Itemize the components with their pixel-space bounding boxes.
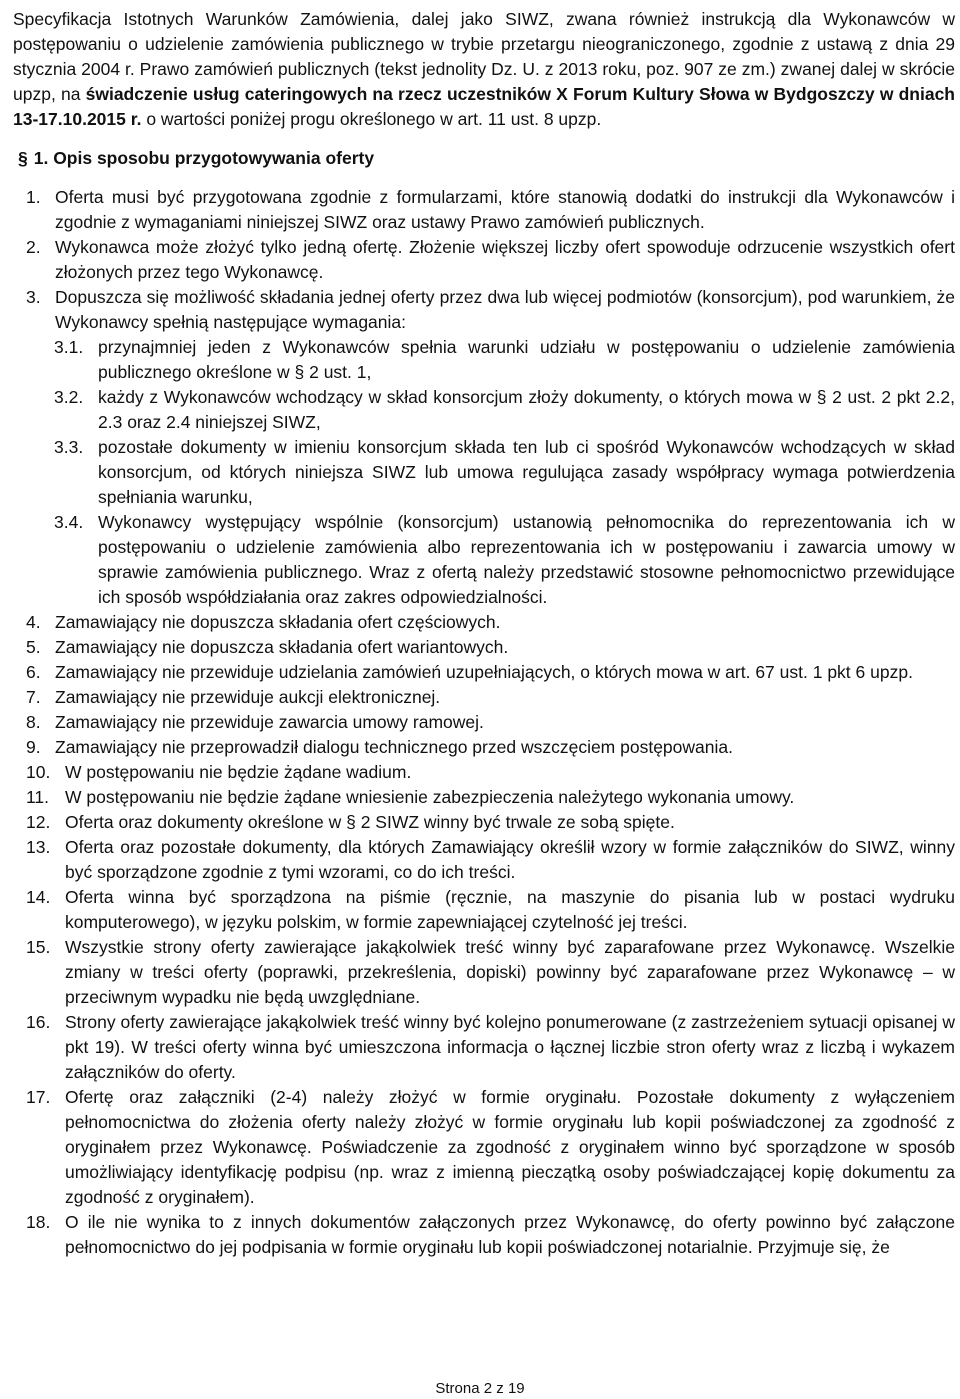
item-number: 6.	[26, 662, 41, 682]
section-symbol: §	[18, 148, 28, 168]
item-text: Oferta winna być sporządzona na piśmie (ręcznie, na maszynie do pisania lub w postaci wydruku komputerowego), w języku polskim, w formie zapewniającej czytelność jej treści.	[65, 887, 955, 932]
section-heading	[18, 146, 955, 171]
list-item	[13, 710, 955, 735]
list-item	[13, 735, 955, 760]
item-text: Zamawiający nie przewiduje aukcji elektronicznej.	[55, 687, 441, 707]
sub-list-item	[13, 385, 955, 435]
intro-subject-bold: świadczenie usług cateringowych na rzecz uczestników X Forum Kultury Słowa w Bydgoszczy w dniach 13-17.10.2015 r.	[13, 84, 955, 129]
item-text: Dopuszcza się możliwość składania jednej oferty przez dwa lub więcej podmiotów (konsorcjum), pod warunkiem, że Wykonawcy spełnią następujące wymagania:	[55, 287, 955, 332]
sub-list-item	[13, 435, 955, 510]
item-text: W postępowaniu nie będzie żądane wniesienie zabezpieczenia należytego wykonania umowy.	[65, 787, 795, 807]
item-text: Wszystkie strony oferty zawierające jakąkolwiek treść winny być zaparafowane przez Wykonawcę. Wszelkie zmiany w treści oferty (poprawki, przekreślenia, dopiski) powinny być zaparafowane przez Wykonawcę – w przeciwnym wypadku nie będą uwzględniane.	[65, 937, 955, 1007]
list-item	[13, 760, 955, 785]
list-item	[13, 235, 955, 285]
item-text: każdy z Wykonawców wchodzący w skład konsorcjum złoży dokumenty, o których mowa w § 2 ust. 2 pkt 2.2, 2.3 oraz 2.4 niniejszej SIWZ,	[98, 387, 955, 432]
list-item	[13, 660, 955, 685]
page-number-current: 2	[483, 1380, 493, 1397]
list-item	[13, 285, 955, 335]
list-item	[13, 885, 955, 935]
list-item	[13, 785, 955, 810]
item-number: 14.	[26, 887, 51, 907]
item-text: W postępowaniu nie będzie żądane wadium.	[65, 762, 412, 782]
items-list	[13, 185, 955, 1260]
list-item	[13, 810, 955, 835]
item-text: przynajmniej jeden z Wykonawców spełnia warunki udziału w postępowaniu o udzielenie zamówienia publicznego określone w § 2 ust. 1,	[98, 337, 955, 382]
section-title: 1. Opis sposobu przygotowywania oferty	[33, 148, 375, 168]
item-number: 5.	[26, 637, 41, 657]
item-text: Wykonawca może złożyć tylko jedną ofertę. Złożenie większej liczby ofert spowoduje odrzucenie wszystkich ofert złożonych przez tego Wykonawcę.	[55, 237, 955, 282]
item-text: pozostałe dokumenty w imieniu konsorcjum składa ten lub ci spośród Wykonawców wchodzących w skład konsorcjum, od których niniejsza SIWZ lub umowa regulująca zasady współpracy wymaga potwierdzenia spełniania warunku,	[98, 437, 955, 507]
list-item	[13, 935, 955, 1010]
list-item	[13, 685, 955, 710]
item-text: Ofertę oraz załączniki (2-4) należy złożyć w formie oryginału. Pozostałe dokumenty z wyłączeniem pełnomocnictwa do złożenia oferty należy złożyć w formie oryginału lub kopii poświadczonej za zgodność z oryginałem przez Wykonawcę. Poświadczenie za zgodność z oryginałem winno być sporządzone w sposób umożliwiający identyfikację podpisu (np. wraz z imienną pieczątką osoby poświadczającej kopię dokumentu za zgodność z oryginałem).	[65, 1087, 955, 1207]
item-text: Oferta musi być przygotowana zgodnie z formularzami, które stanowią dodatki do instrukcji dla Wykonawców i zgodnie z wymaganiami niniejszej SIWZ oraz ustawy Prawo zamówień publicznych.	[55, 187, 955, 232]
list-item	[13, 1210, 955, 1260]
list-item	[13, 185, 955, 235]
intro-paragraph	[13, 7, 955, 132]
page-footer	[0, 1380, 960, 1398]
item-number: 16.	[26, 1012, 51, 1032]
item-number: 9.	[26, 737, 41, 757]
item-text: O ile nie wynika to z innych dokumentów załączonych przez Wykonawcę, do oferty powinno być załączone pełnomocnictwo do jej podpisania w formie oryginału lub kopii poświadczonej notarialnie. Przyjmuje się, że	[65, 1212, 955, 1257]
item-number: 18.	[26, 1212, 51, 1232]
item-number: 3.2.	[54, 387, 84, 407]
item-number: 15.	[26, 937, 51, 957]
item-number: 17.	[26, 1087, 51, 1107]
intro-text-part2: o wartości poniżej progu określonego w art. 11 ust. 8 upzp.	[141, 109, 602, 129]
list-item	[13, 635, 955, 660]
item-number: 3.3.	[54, 437, 84, 457]
list-item	[13, 1085, 955, 1210]
page-number-separator: z	[492, 1380, 508, 1397]
sub-list-item	[13, 335, 955, 385]
item-text: Zamawiający nie przewiduje zawarcia umowy ramowej.	[55, 712, 484, 732]
item-number: 3.1.	[54, 337, 84, 357]
item-number: 7.	[26, 687, 41, 707]
list-item	[13, 610, 955, 635]
item-text: Zamawiający nie przeprowadził dialogu technicznego przed wszczęciem postępowania.	[55, 737, 733, 757]
list-item	[13, 835, 955, 885]
item-number: 11.	[26, 787, 50, 807]
list-item	[13, 1010, 955, 1085]
item-number: 8.	[26, 712, 41, 732]
item-text: Zamawiający nie dopuszcza składania ofert wariantowych.	[55, 637, 509, 657]
item-number: 3.4.	[54, 512, 84, 532]
item-text: Oferta oraz pozostałe dokumenty, dla których Zamawiający określił wzory w formie załączników do SIWZ, winny być sporządzone zgodnie z tymi wzorami, co do ich treści.	[65, 837, 955, 882]
item-number: 2.	[26, 237, 41, 257]
item-number: 13.	[26, 837, 51, 857]
item-text: Wykonawcy występujący wspólnie (konsorcjum) ustanowią pełnomocnika do reprezentowania ich w postępowaniu o udzielenie zamówienia albo reprezentowania ich w postępowaniu i zawarcia umowy w sprawie zamówienia publicznego. Wraz z ofertą należy przedstawić stosowne pełnomocnictwo przewidujące ich sposób współdziałania oraz zakres odpowiedzialności.	[98, 512, 955, 607]
item-number: 12.	[26, 812, 51, 832]
intro-text-part1: Specyfikacja Istotnych Warunków Zamówienia, dalej jako SIWZ, zwana również instrukcją dla Wykonawców w postępowaniu o udzielenie zamówienia publicznego w trybie przetargu nieograniczonego, zgodnie z ustawą z dnia 29 stycznia 2004 r. Prawo zamówień publicznych (tekst jednolity Dz. U. z 2013 roku, poz. 907 ze zm.) zwanej dalej w skrócie upzp, na	[13, 9, 955, 104]
item-text: Zamawiający nie dopuszcza składania ofert częściowych.	[55, 612, 501, 632]
item-text: Zamawiający nie przewiduje udzielania zamówień uzupełniających, o których mowa w art. 67 ust. 1 pkt 6 upzp.	[55, 662, 913, 682]
item-text: Oferta oraz dokumenty określone w § 2 SIWZ winny być trwale ze sobą spięte.	[65, 812, 675, 832]
item-text: Strony oferty zawierające jakąkolwiek treść winny być kolejno ponumerowane (z zastrzeżeniem sytuacji opisanej w pkt 19). W treści oferty winna być umieszczona informacja o łącznej liczbie stron oferty wraz z liczbą i wykazem załączników do oferty.	[65, 1012, 955, 1082]
item-number: 3.	[26, 287, 41, 307]
document-content	[13, 7, 955, 1260]
sub-list-item	[13, 510, 955, 610]
page-number-prefix: Strona	[435, 1380, 484, 1397]
item-number: 10.	[26, 762, 51, 782]
item-number: 1.	[26, 187, 41, 207]
page-number-total: 19	[507, 1380, 525, 1397]
item-number: 4.	[26, 612, 41, 632]
